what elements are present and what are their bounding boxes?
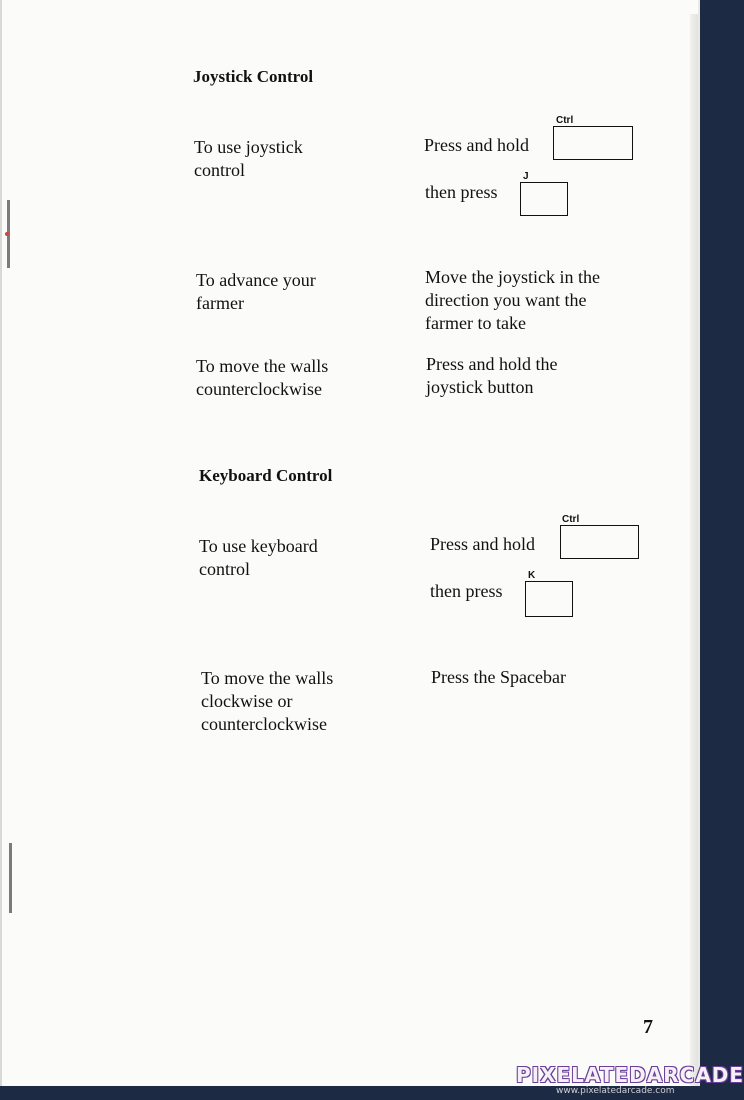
staple-bottom [9,843,12,913]
k-key-icon [525,581,573,617]
ctrl-key-icon [553,126,633,160]
joystick-walls-left: To move the walls counterclockwise [196,356,329,399]
keyboard-use-left: To use keyboard control [199,536,318,579]
joystick-advance-left: To advance your farmer [196,270,316,313]
joystick-walls-right: Press and hold the joystick button [426,354,558,397]
j-key-icon [520,182,568,216]
page-right-edge [690,14,698,1086]
keyboard-press-hold: Press and hold [430,534,535,554]
page-left-edge [0,0,2,1086]
joystick-press-hold: Press and hold [424,135,529,155]
joystick-key2-label: J [523,171,529,182]
staple-mark [5,232,9,236]
keyboard-walls-right: Press the Spacebar [431,667,566,687]
keyboard-walls-left: To move the walls clockwise or counterclockwise [201,668,334,734]
watermark-url: www.pixelatedarcade.com [556,1086,675,1096]
joystick-key1-label: Ctrl [556,115,574,126]
page-number: 7 [643,1016,653,1038]
keyboard-then-press: then press [430,581,503,601]
keyboard-heading: Keyboard Control [199,466,333,485]
keyboard-key1-label: Ctrl [562,514,580,525]
joystick-advance-right: Move the joystick in the direction you want the farmer to take [425,267,600,333]
watermark-logo: PIXELATEDARCADE [516,1063,744,1087]
joystick-then-press: then press [425,182,498,202]
joystick-use-left: To use joystick control [194,137,303,180]
joystick-heading: Joystick Control [193,67,314,86]
keyboard-key2-label: K [528,570,536,581]
ctrl-key-icon [560,525,639,559]
